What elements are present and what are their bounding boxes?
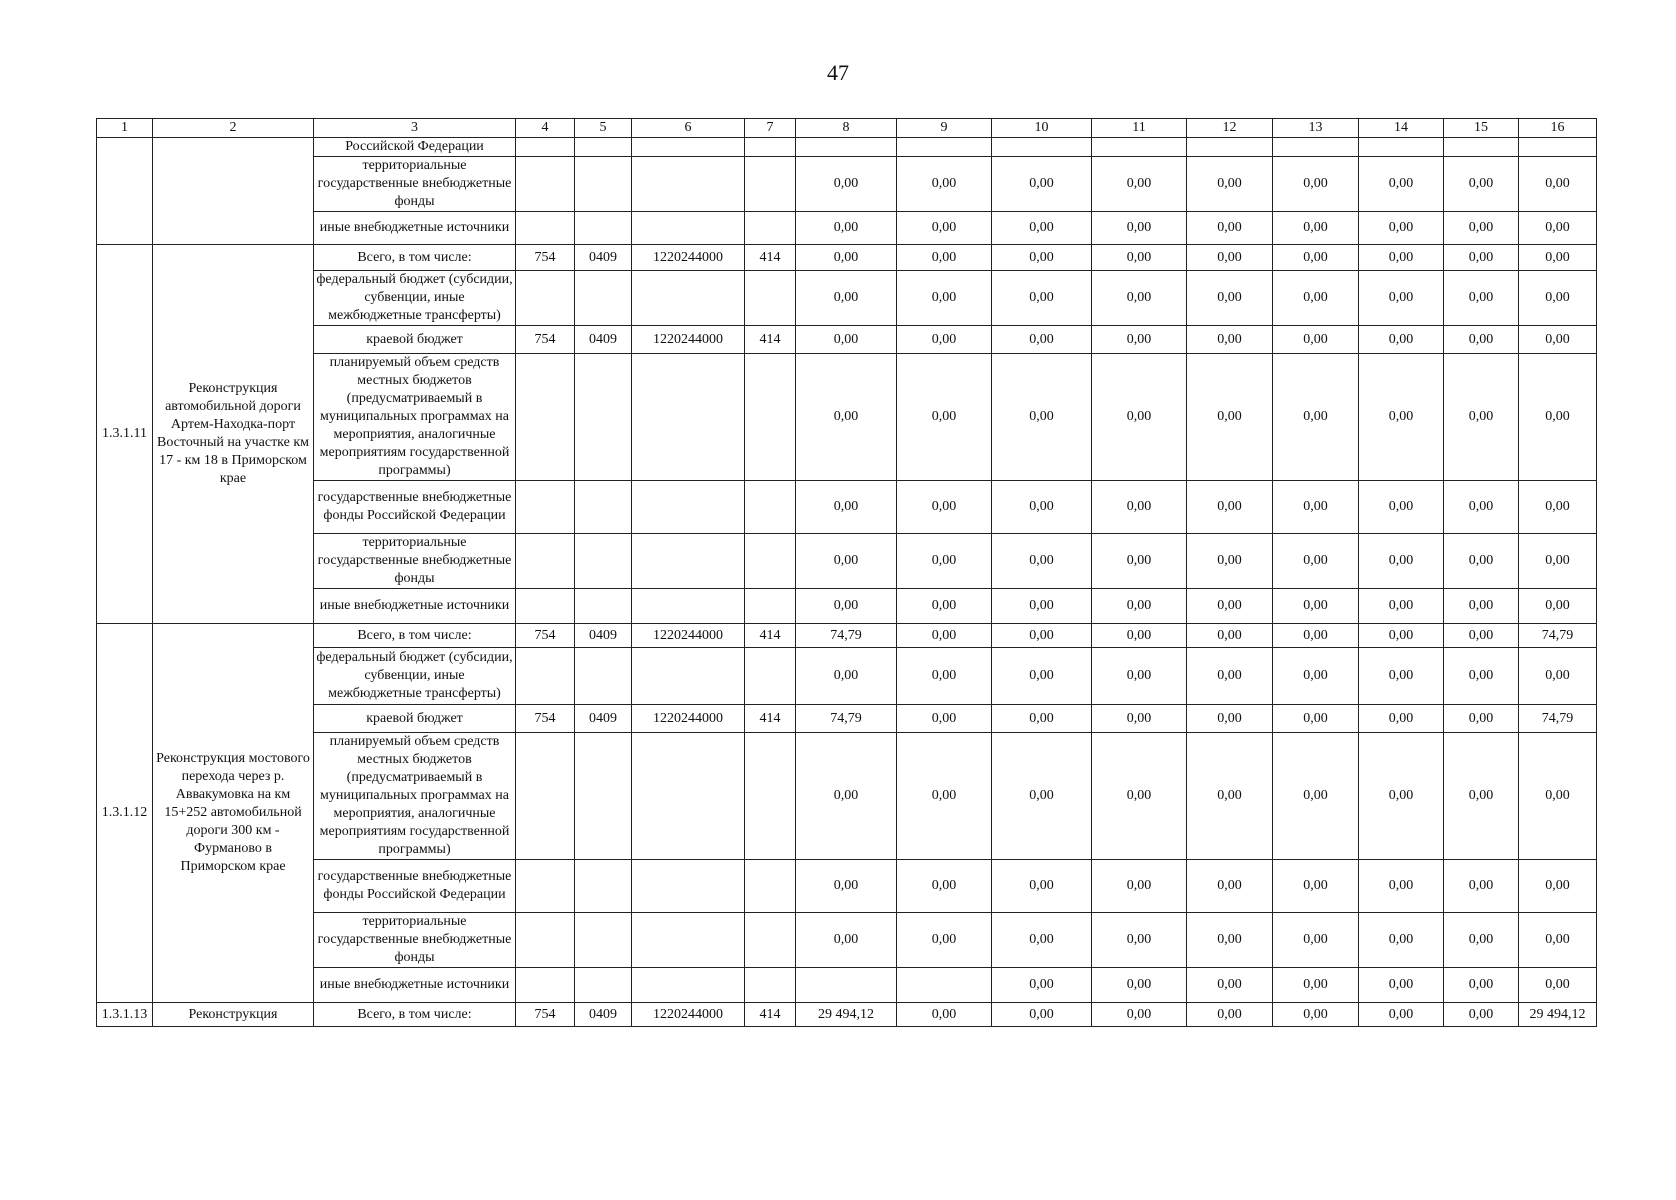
cell-col-6 xyxy=(632,354,745,481)
cell-col-8: 0,00 xyxy=(796,326,897,354)
funding-source: краевой бюджет xyxy=(314,705,516,733)
cell-col-5: 0409 xyxy=(575,1003,632,1027)
cell-col-15: 0,00 xyxy=(1444,624,1519,648)
cell-col-9: 0,00 xyxy=(897,705,992,733)
carry-name-cell xyxy=(153,138,314,245)
item-name: Реконструкция xyxy=(153,1003,314,1027)
funding-source: краевой бюджет xyxy=(314,326,516,354)
cell-col-9: 0,00 xyxy=(897,245,992,271)
cell-col-15: 0,00 xyxy=(1444,271,1519,326)
cell-col-15 xyxy=(1444,138,1519,157)
cell-col-12: 0,00 xyxy=(1187,157,1273,212)
item-code: 1.3.1.12 xyxy=(97,624,153,1003)
cell-col-9 xyxy=(897,138,992,157)
cell-col-15: 0,00 xyxy=(1444,913,1519,968)
cell-col-5 xyxy=(575,913,632,968)
cell-col-11: 0,00 xyxy=(1092,157,1187,212)
column-number-9: 9 xyxy=(897,119,992,138)
cell-col-15: 0,00 xyxy=(1444,860,1519,913)
cell-col-11: 0,00 xyxy=(1092,245,1187,271)
cell-col-10: 0,00 xyxy=(992,271,1092,326)
cell-col-13: 0,00 xyxy=(1273,913,1359,968)
cell-col-11: 0,00 xyxy=(1092,1003,1187,1027)
column-number-12: 12 xyxy=(1187,119,1273,138)
cell-col-8 xyxy=(796,138,897,157)
cell-col-14: 0,00 xyxy=(1359,245,1444,271)
cell-col-14: 0,00 xyxy=(1359,157,1444,212)
cell-col-16: 0,00 xyxy=(1519,589,1597,624)
cell-col-13: 0,00 xyxy=(1273,860,1359,913)
cell-col-10: 0,00 xyxy=(992,733,1092,860)
cell-col-15: 0,00 xyxy=(1444,589,1519,624)
funding-source: территориальные государственные внебюджетные фонды xyxy=(314,534,516,589)
cell-col-8: 0,00 xyxy=(796,354,897,481)
cell-col-6 xyxy=(632,212,745,245)
cell-col-16 xyxy=(1519,138,1597,157)
cell-col-6: 1220244000 xyxy=(632,1003,745,1027)
cell-col-13: 0,00 xyxy=(1273,648,1359,705)
cell-col-6 xyxy=(632,648,745,705)
cell-col-10: 0,00 xyxy=(992,1003,1092,1027)
cell-col-8: 0,00 xyxy=(796,534,897,589)
cell-col-11: 0,00 xyxy=(1092,271,1187,326)
cell-col-13: 0,00 xyxy=(1273,326,1359,354)
column-number-5: 5 xyxy=(575,119,632,138)
cell-col-16: 0,00 xyxy=(1519,860,1597,913)
cell-col-4 xyxy=(516,354,575,481)
cell-col-11: 0,00 xyxy=(1092,648,1187,705)
table-row xyxy=(97,354,1597,481)
cell-col-10: 0,00 xyxy=(992,860,1092,913)
cell-col-16: 0,00 xyxy=(1519,354,1597,481)
cell-col-16: 0,00 xyxy=(1519,157,1597,212)
column-number-3: 3 xyxy=(314,119,516,138)
cell-col-4 xyxy=(516,271,575,326)
cell-col-11: 0,00 xyxy=(1092,534,1187,589)
table-row xyxy=(97,648,1597,705)
funding-source: иные внебюджетные источники xyxy=(314,589,516,624)
cell-col-10: 0,00 xyxy=(992,624,1092,648)
funding-source: иные внебюджетные источники xyxy=(314,968,516,1003)
cell-col-6 xyxy=(632,157,745,212)
cell-col-7 xyxy=(745,481,796,534)
cell-col-11: 0,00 xyxy=(1092,624,1187,648)
cell-col-15: 0,00 xyxy=(1444,1003,1519,1027)
cell-col-9: 0,00 xyxy=(897,733,992,860)
cell-col-10: 0,00 xyxy=(992,705,1092,733)
cell-col-14: 0,00 xyxy=(1359,354,1444,481)
cell-col-6: 1220244000 xyxy=(632,326,745,354)
cell-col-7 xyxy=(745,913,796,968)
funding-source: иные внебюджетные источники xyxy=(314,212,516,245)
cell-col-13: 0,00 xyxy=(1273,624,1359,648)
funding-source: Российской Федерации xyxy=(314,138,516,157)
cell-col-5 xyxy=(575,157,632,212)
column-number-4: 4 xyxy=(516,119,575,138)
cell-col-4: 754 xyxy=(516,245,575,271)
cell-col-8: 0,00 xyxy=(796,648,897,705)
cell-col-6 xyxy=(632,860,745,913)
cell-col-14: 0,00 xyxy=(1359,212,1444,245)
funding-source: территориальные государственные внебюджетные фонды xyxy=(314,157,516,212)
cell-col-6 xyxy=(632,589,745,624)
cell-col-15: 0,00 xyxy=(1444,705,1519,733)
cell-col-12: 0,00 xyxy=(1187,968,1273,1003)
cell-col-12: 0,00 xyxy=(1187,354,1273,481)
cell-col-6 xyxy=(632,968,745,1003)
funding-source: федеральный бюджет (субсидии, субвенции, иные межбюджетные трансферты) xyxy=(314,271,516,326)
cell-col-12 xyxy=(1187,138,1273,157)
item-code: 1.3.1.13 xyxy=(97,1003,153,1027)
cell-col-7 xyxy=(745,733,796,860)
cell-col-16: 0,00 xyxy=(1519,212,1597,245)
cell-col-10: 0,00 xyxy=(992,589,1092,624)
table-row xyxy=(97,968,1597,1003)
cell-col-15: 0,00 xyxy=(1444,733,1519,860)
cell-col-4: 754 xyxy=(516,705,575,733)
cell-col-11: 0,00 xyxy=(1092,913,1187,968)
funding-source: планируемый объем средств местных бюджетов (предусматриваемый в муниципальных программах на мероприятия, аналогичные мероприятиям государственной программы) xyxy=(314,733,516,860)
funding-source: планируемый объем средств местных бюджетов (предусматриваемый в муниципальных программах на мероприятия, аналогичные мероприятиям государственной программы) xyxy=(314,354,516,481)
cell-col-8: 74,79 xyxy=(796,624,897,648)
cell-col-9: 0,00 xyxy=(897,860,992,913)
cell-col-13: 0,00 xyxy=(1273,589,1359,624)
cell-col-15: 0,00 xyxy=(1444,157,1519,212)
cell-col-5 xyxy=(575,534,632,589)
cell-col-13: 0,00 xyxy=(1273,271,1359,326)
cell-col-10: 0,00 xyxy=(992,534,1092,589)
cell-col-5 xyxy=(575,860,632,913)
column-number-14: 14 xyxy=(1359,119,1444,138)
column-number-7: 7 xyxy=(745,119,796,138)
cell-col-10: 0,00 xyxy=(992,157,1092,212)
cell-col-11 xyxy=(1092,138,1187,157)
cell-col-16: 0,00 xyxy=(1519,245,1597,271)
cell-col-13: 0,00 xyxy=(1273,212,1359,245)
cell-col-8: 0,00 xyxy=(796,860,897,913)
cell-col-6 xyxy=(632,534,745,589)
cell-col-12: 0,00 xyxy=(1187,245,1273,271)
column-number-row xyxy=(97,119,1597,138)
table-row xyxy=(97,326,1597,354)
cell-col-16: 0,00 xyxy=(1519,733,1597,860)
cell-col-6: 1220244000 xyxy=(632,624,745,648)
cell-col-5 xyxy=(575,648,632,705)
cell-col-5 xyxy=(575,589,632,624)
funding-source: государственные внебюджетные фонды Российской Федерации xyxy=(314,860,516,913)
table-row xyxy=(97,860,1597,913)
cell-col-16: 29 494,12 xyxy=(1519,1003,1597,1027)
cell-col-16: 0,00 xyxy=(1519,326,1597,354)
cell-col-8: 0,00 xyxy=(796,271,897,326)
cell-col-13: 0,00 xyxy=(1273,733,1359,860)
cell-col-8: 0,00 xyxy=(796,245,897,271)
cell-col-14: 0,00 xyxy=(1359,648,1444,705)
cell-col-8: 0,00 xyxy=(796,913,897,968)
cell-col-10: 0,00 xyxy=(992,326,1092,354)
cell-col-16: 0,00 xyxy=(1519,913,1597,968)
cell-col-10: 0,00 xyxy=(992,968,1092,1003)
cell-col-9: 0,00 xyxy=(897,913,992,968)
cell-col-11: 0,00 xyxy=(1092,589,1187,624)
column-number-11: 11 xyxy=(1092,119,1187,138)
cell-col-6 xyxy=(632,913,745,968)
cell-col-9: 0,00 xyxy=(897,534,992,589)
cell-col-12: 0,00 xyxy=(1187,534,1273,589)
item-name: Реконструкция мостового перехода через р. Аввакумовка на км 15+252 автомобильной дороги 300 км - Фурманово в Приморском крае xyxy=(153,624,314,1003)
cell-col-14: 0,00 xyxy=(1359,271,1444,326)
table-row xyxy=(97,733,1597,860)
cell-col-7: 414 xyxy=(745,1003,796,1027)
cell-col-15: 0,00 xyxy=(1444,534,1519,589)
cell-col-8: 0,00 xyxy=(796,212,897,245)
cell-col-5 xyxy=(575,138,632,157)
cell-col-10: 0,00 xyxy=(992,481,1092,534)
cell-col-9: 0,00 xyxy=(897,589,992,624)
funding-source: территориальные государственные внебюджетные фонды xyxy=(314,913,516,968)
budget-table xyxy=(96,118,1597,1027)
cell-col-16: 0,00 xyxy=(1519,534,1597,589)
cell-col-11: 0,00 xyxy=(1092,481,1187,534)
cell-col-4 xyxy=(516,138,575,157)
cell-col-5: 0409 xyxy=(575,705,632,733)
cell-col-5: 0409 xyxy=(575,624,632,648)
cell-col-5 xyxy=(575,212,632,245)
carry-row xyxy=(97,212,1597,245)
cell-col-15: 0,00 xyxy=(1444,968,1519,1003)
cell-col-9: 0,00 xyxy=(897,354,992,481)
cell-col-14: 0,00 xyxy=(1359,860,1444,913)
cell-col-15: 0,00 xyxy=(1444,354,1519,481)
carry-row xyxy=(97,138,1597,157)
column-number-13: 13 xyxy=(1273,119,1359,138)
cell-col-12: 0,00 xyxy=(1187,481,1273,534)
cell-col-12: 0,00 xyxy=(1187,212,1273,245)
cell-col-4 xyxy=(516,648,575,705)
cell-col-14: 0,00 xyxy=(1359,968,1444,1003)
column-number-6: 6 xyxy=(632,119,745,138)
cell-col-6: 1220244000 xyxy=(632,705,745,733)
cell-col-13: 0,00 xyxy=(1273,481,1359,534)
cell-col-9: 0,00 xyxy=(897,648,992,705)
column-number-1: 1 xyxy=(97,119,153,138)
cell-col-12: 0,00 xyxy=(1187,648,1273,705)
cell-col-7 xyxy=(745,648,796,705)
cell-col-16: 74,79 xyxy=(1519,705,1597,733)
cell-col-10 xyxy=(992,138,1092,157)
item-name: Реконструкция автомобильной дороги Артем-Находка-порт Восточный на участке км 17 - км 18 в Приморском крае xyxy=(153,245,314,624)
cell-col-14: 0,00 xyxy=(1359,705,1444,733)
cell-col-13: 0,00 xyxy=(1273,245,1359,271)
cell-col-9 xyxy=(897,968,992,1003)
cell-col-4 xyxy=(516,481,575,534)
table-row xyxy=(97,534,1597,589)
cell-col-15: 0,00 xyxy=(1444,648,1519,705)
cell-col-15: 0,00 xyxy=(1444,212,1519,245)
table-row xyxy=(97,271,1597,326)
cell-col-11: 0,00 xyxy=(1092,326,1187,354)
table-row xyxy=(97,245,1597,271)
cell-col-7 xyxy=(745,212,796,245)
cell-col-8 xyxy=(796,968,897,1003)
column-number-2: 2 xyxy=(153,119,314,138)
cell-col-12: 0,00 xyxy=(1187,589,1273,624)
cell-col-4 xyxy=(516,733,575,860)
cell-col-14: 0,00 xyxy=(1359,1003,1444,1027)
cell-col-10: 0,00 xyxy=(992,648,1092,705)
cell-col-4 xyxy=(516,212,575,245)
cell-col-11: 0,00 xyxy=(1092,705,1187,733)
cell-col-15: 0,00 xyxy=(1444,245,1519,271)
cell-col-16: 0,00 xyxy=(1519,648,1597,705)
cell-col-6 xyxy=(632,481,745,534)
cell-col-14: 0,00 xyxy=(1359,534,1444,589)
cell-col-6 xyxy=(632,733,745,860)
cell-col-13: 0,00 xyxy=(1273,968,1359,1003)
cell-col-13: 0,00 xyxy=(1273,354,1359,481)
cell-col-13: 0,00 xyxy=(1273,157,1359,212)
cell-col-11: 0,00 xyxy=(1092,733,1187,860)
cell-col-5 xyxy=(575,481,632,534)
cell-col-7: 414 xyxy=(745,326,796,354)
cell-col-12: 0,00 xyxy=(1187,1003,1273,1027)
cell-col-6 xyxy=(632,138,745,157)
cell-col-12: 0,00 xyxy=(1187,705,1273,733)
cell-col-7: 414 xyxy=(745,245,796,271)
cell-col-6 xyxy=(632,271,745,326)
cell-col-4: 754 xyxy=(516,1003,575,1027)
cell-col-8: 74,79 xyxy=(796,705,897,733)
cell-col-15: 0,00 xyxy=(1444,481,1519,534)
cell-col-8: 0,00 xyxy=(796,589,897,624)
cell-col-7 xyxy=(745,271,796,326)
cell-col-5 xyxy=(575,271,632,326)
table-row xyxy=(97,705,1597,733)
cell-col-9: 0,00 xyxy=(897,624,992,648)
funding-source: Всего, в том числе: xyxy=(314,1003,516,1027)
cell-col-8: 0,00 xyxy=(796,481,897,534)
cell-col-14: 0,00 xyxy=(1359,326,1444,354)
cell-col-5: 0409 xyxy=(575,326,632,354)
cell-col-12: 0,00 xyxy=(1187,860,1273,913)
column-number-15: 15 xyxy=(1444,119,1519,138)
cell-col-7 xyxy=(745,534,796,589)
item-code: 1.3.1.11 xyxy=(97,245,153,624)
cell-col-11: 0,00 xyxy=(1092,968,1187,1003)
column-number-10: 10 xyxy=(992,119,1092,138)
cell-col-14: 0,00 xyxy=(1359,624,1444,648)
funding-source: федеральный бюджет (субсидии, субвенции, иные межбюджетные трансферты) xyxy=(314,648,516,705)
cell-col-7 xyxy=(745,157,796,212)
cell-col-4: 754 xyxy=(516,624,575,648)
cell-col-9: 0,00 xyxy=(897,157,992,212)
cell-col-16: 74,79 xyxy=(1519,624,1597,648)
cell-col-4 xyxy=(516,913,575,968)
cell-col-10: 0,00 xyxy=(992,245,1092,271)
cell-col-7: 414 xyxy=(745,705,796,733)
cell-col-14 xyxy=(1359,138,1444,157)
cell-col-4 xyxy=(516,157,575,212)
cell-col-11: 0,00 xyxy=(1092,860,1187,913)
cell-col-8: 0,00 xyxy=(796,733,897,860)
cell-col-8: 0,00 xyxy=(796,157,897,212)
table-row xyxy=(97,913,1597,968)
table-row xyxy=(97,1003,1597,1027)
cell-col-14: 0,00 xyxy=(1359,733,1444,860)
cell-col-14: 0,00 xyxy=(1359,913,1444,968)
page-number: 47 xyxy=(827,60,849,85)
table-row xyxy=(97,624,1597,648)
cell-col-7: 414 xyxy=(745,624,796,648)
cell-col-12: 0,00 xyxy=(1187,326,1273,354)
cell-col-9: 0,00 xyxy=(897,481,992,534)
cell-col-11: 0,00 xyxy=(1092,212,1187,245)
cell-col-9: 0,00 xyxy=(897,1003,992,1027)
carry-code-cell xyxy=(97,138,153,245)
cell-col-4 xyxy=(516,534,575,589)
cell-col-13 xyxy=(1273,138,1359,157)
cell-col-12: 0,00 xyxy=(1187,271,1273,326)
cell-col-10: 0,00 xyxy=(992,354,1092,481)
cell-col-4 xyxy=(516,860,575,913)
cell-col-16: 0,00 xyxy=(1519,271,1597,326)
cell-col-9: 0,00 xyxy=(897,212,992,245)
cell-col-8: 29 494,12 xyxy=(796,1003,897,1027)
cell-col-7 xyxy=(745,589,796,624)
cell-col-4 xyxy=(516,589,575,624)
cell-col-11: 0,00 xyxy=(1092,354,1187,481)
cell-col-4: 754 xyxy=(516,326,575,354)
cell-col-7 xyxy=(745,138,796,157)
cell-col-5 xyxy=(575,968,632,1003)
carry-row xyxy=(97,157,1597,212)
cell-col-4 xyxy=(516,968,575,1003)
funding-source: Всего, в том числе: xyxy=(314,245,516,271)
cell-col-13: 0,00 xyxy=(1273,1003,1359,1027)
funding-source: Всего, в том числе: xyxy=(314,624,516,648)
cell-col-5: 0409 xyxy=(575,245,632,271)
cell-col-9: 0,00 xyxy=(897,271,992,326)
cell-col-14: 0,00 xyxy=(1359,481,1444,534)
cell-col-15: 0,00 xyxy=(1444,326,1519,354)
cell-col-13: 0,00 xyxy=(1273,534,1359,589)
cell-col-13: 0,00 xyxy=(1273,705,1359,733)
cell-col-12: 0,00 xyxy=(1187,913,1273,968)
column-number-16: 16 xyxy=(1519,119,1597,138)
cell-col-12: 0,00 xyxy=(1187,733,1273,860)
cell-col-16: 0,00 xyxy=(1519,481,1597,534)
cell-col-12: 0,00 xyxy=(1187,624,1273,648)
cell-col-7 xyxy=(745,968,796,1003)
cell-col-10: 0,00 xyxy=(992,913,1092,968)
cell-col-5 xyxy=(575,733,632,860)
cell-col-14: 0,00 xyxy=(1359,589,1444,624)
cell-col-6: 1220244000 xyxy=(632,245,745,271)
column-number-8: 8 xyxy=(796,119,897,138)
cell-col-16: 0,00 xyxy=(1519,968,1597,1003)
cell-col-9: 0,00 xyxy=(897,326,992,354)
cell-col-5 xyxy=(575,354,632,481)
funding-source: государственные внебюджетные фонды Российской Федерации xyxy=(314,481,516,534)
table-row xyxy=(97,481,1597,534)
table-row xyxy=(97,589,1597,624)
cell-col-7 xyxy=(745,860,796,913)
cell-col-7 xyxy=(745,354,796,481)
cell-col-10: 0,00 xyxy=(992,212,1092,245)
